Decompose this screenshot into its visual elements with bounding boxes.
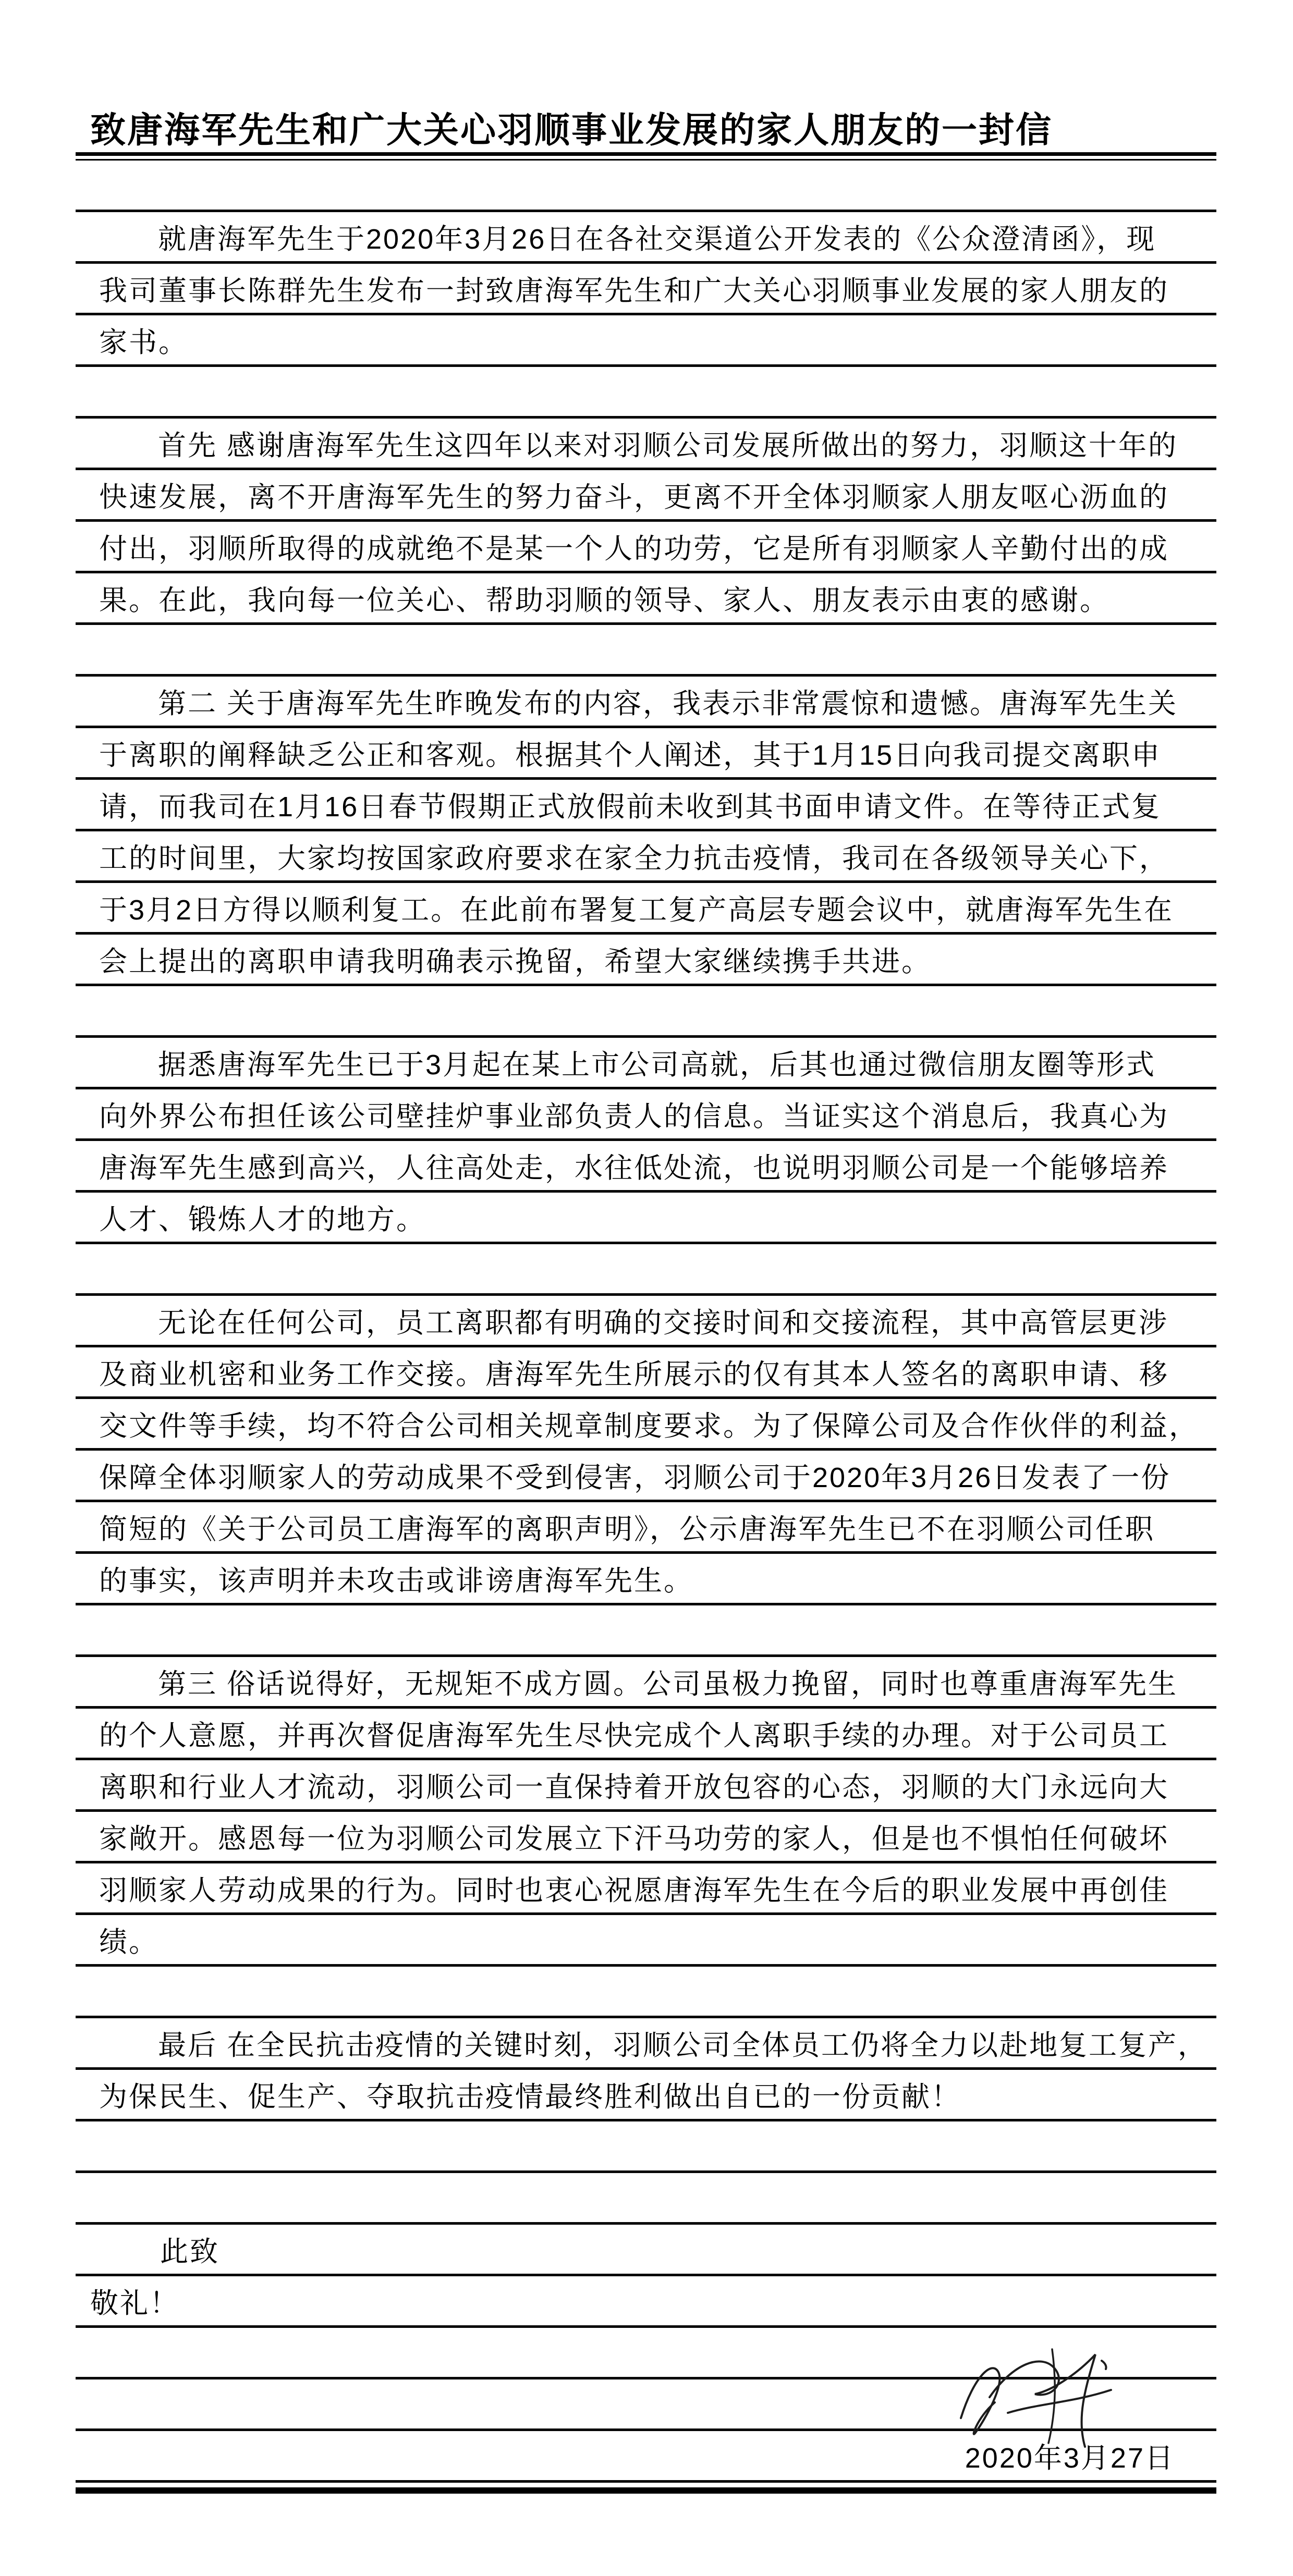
letter-line: 就唐海军先生于2020年3月26日在各社交渠道公开发表的《公众澄清函》，现 bbox=[76, 212, 1216, 264]
letter-line: 果。在此，我向每一位关心、帮助羽顺的领导、家人、朋友表示由衷的感谢。 bbox=[76, 573, 1216, 625]
letter-line: 唐海军先生感到高兴，人往高处走，水往低处流，也说明羽顺公司是一个能够培养 bbox=[76, 1141, 1216, 1193]
letter-line: 快速发展，离不开唐海军先生的努力奋斗，更离不开全体羽顺家人朋友呕心沥血的 bbox=[76, 470, 1216, 522]
closing-line: 此致 bbox=[76, 2225, 1216, 2276]
letter-line: 首先 感谢唐海军先生这四年以来对羽顺公司发展所做出的努力，羽顺这十年的 bbox=[76, 419, 1216, 470]
ruled-blank-line bbox=[76, 161, 1216, 212]
letter-line: 交文件等手续，均不符合公司相关规章制度要求。为了保障公司及合作伙伴的利益， bbox=[76, 1399, 1216, 1451]
ruled-blank-line bbox=[76, 367, 1216, 419]
ruled-blank-line bbox=[76, 2173, 1216, 2225]
letter-line: 付出，羽顺所取得的成就绝不是某一个人的功劳，它是所有羽顺家人辛勤付出的成 bbox=[76, 522, 1216, 573]
letter-line: 绩。 bbox=[76, 1915, 1216, 1967]
letter-line: 于离职的阐释缺乏公正和客观。根据其个人阐述，其于1月15日向我司提交离职申 bbox=[76, 728, 1216, 780]
signature-line bbox=[76, 2379, 1216, 2431]
letter-line: 人才、锻炼人才的地方。 bbox=[76, 1193, 1216, 1244]
document-end-bar bbox=[76, 2487, 1216, 2494]
letter-title: 致唐海军先生和广大关心羽顺事业发展的家人朋友的一封信 bbox=[90, 111, 1053, 150]
letter-line: 于3月2日方得以顺利复工。在此前布署复工复产高层专题会议中，就唐海军先生在 bbox=[76, 883, 1216, 935]
letter-line: 为保民生、促生产、夺取抗击疫情最终胜利做出自已的一份贡献！ bbox=[76, 2070, 1216, 2121]
ruled-blank-line bbox=[76, 2121, 1216, 2173]
letter-line: 最后 在全民抗击疫情的关键时刻，羽顺公司全体员工仍将全力以赴地复工复产， bbox=[76, 2018, 1216, 2070]
letter-line: 无论在任何公司，员工离职都有明确的交接时间和交接流程，其中高管层更涉 bbox=[76, 1296, 1216, 1347]
letter-line: 家敞开。感恩每一位为羽顺公司发展立下汗马功劳的家人，但是也不惧怕任何破坏 bbox=[76, 1812, 1216, 1863]
letter-line: 第二 关于唐海军先生昨晚发布的内容，我表示非常震惊和遗憾。唐海军先生关 bbox=[76, 677, 1216, 728]
letter-line: 工的时间里，大家均按国家政府要求在家全力抗击疫情，我司在各级领导关心下， bbox=[76, 831, 1216, 883]
letter-line: 据悉唐海军先生已于3月起在某上市公司高就，后其也通过微信朋友圈等形式 bbox=[76, 1038, 1216, 1089]
title-underline-thick bbox=[76, 152, 1216, 156]
letter-line: 离职和行业人才流动，羽顺公司一直保持着开放包容的心态，羽顺的大门永远向大 bbox=[76, 1760, 1216, 1812]
letter-line: 第三 俗话说得好，无规矩不成方圆。公司虽极力挽留，同时也尊重唐海军先生 bbox=[76, 1657, 1216, 1709]
ruled-blank-line bbox=[76, 625, 1216, 677]
letter-line: 及商业机密和业务工作交接。唐海军先生所展示的仅有其本人签名的离职申请、移 bbox=[76, 1347, 1216, 1399]
letter-line: 保障全体羽顺家人的劳动成果不受到侵害，羽顺公司于2020年3月26日发表了一份 bbox=[76, 1451, 1216, 1502]
letter-line: 请，而我司在1月16日春节假期正式放假前未收到其书面申请文件。在等待正式复 bbox=[76, 780, 1216, 831]
letter-body bbox=[76, 161, 1216, 2483]
closing-line: 敬礼！ bbox=[76, 2276, 1216, 2328]
ruled-blank-line bbox=[76, 2328, 1216, 2379]
letter-line: 会上提出的离职申请我明确表示挽留，希望大家继续携手共进。 bbox=[76, 935, 1216, 986]
letter-line: 的个人意愿，并再次督促唐海军先生尽快完成个人离职手续的办理。对于公司员工 bbox=[76, 1709, 1216, 1760]
letter-line: 我司董事长陈群先生发布一封致唐海军先生和广大关心羽顺事业发展的家人朋友的 bbox=[76, 264, 1216, 315]
ruled-blank-line bbox=[76, 986, 1216, 1038]
letter-line: 简短的《关于公司员工唐海军的离职声明》，公示唐海军先生已不在羽顺公司任职 bbox=[76, 1502, 1216, 1554]
letter-line: 家书。 bbox=[76, 315, 1216, 367]
date-line: 2020年3月27日 bbox=[76, 2431, 1216, 2483]
ruled-blank-line bbox=[76, 1244, 1216, 1296]
letter-line: 向外界公布担任该公司壁挂炉事业部负责人的信息。当证实这个消息后，我真心为 bbox=[76, 1089, 1216, 1141]
letter-line: 的事实，该声明并未攻击或诽谤唐海军先生。 bbox=[76, 1554, 1216, 1605]
ruled-blank-line bbox=[76, 1967, 1216, 2018]
letter-line: 羽顺家人劳动成果的行为。同时也衷心祝愿唐海军先生在今后的职业发展中再创佳 bbox=[76, 1863, 1216, 1915]
ruled-blank-line bbox=[76, 1605, 1216, 1657]
